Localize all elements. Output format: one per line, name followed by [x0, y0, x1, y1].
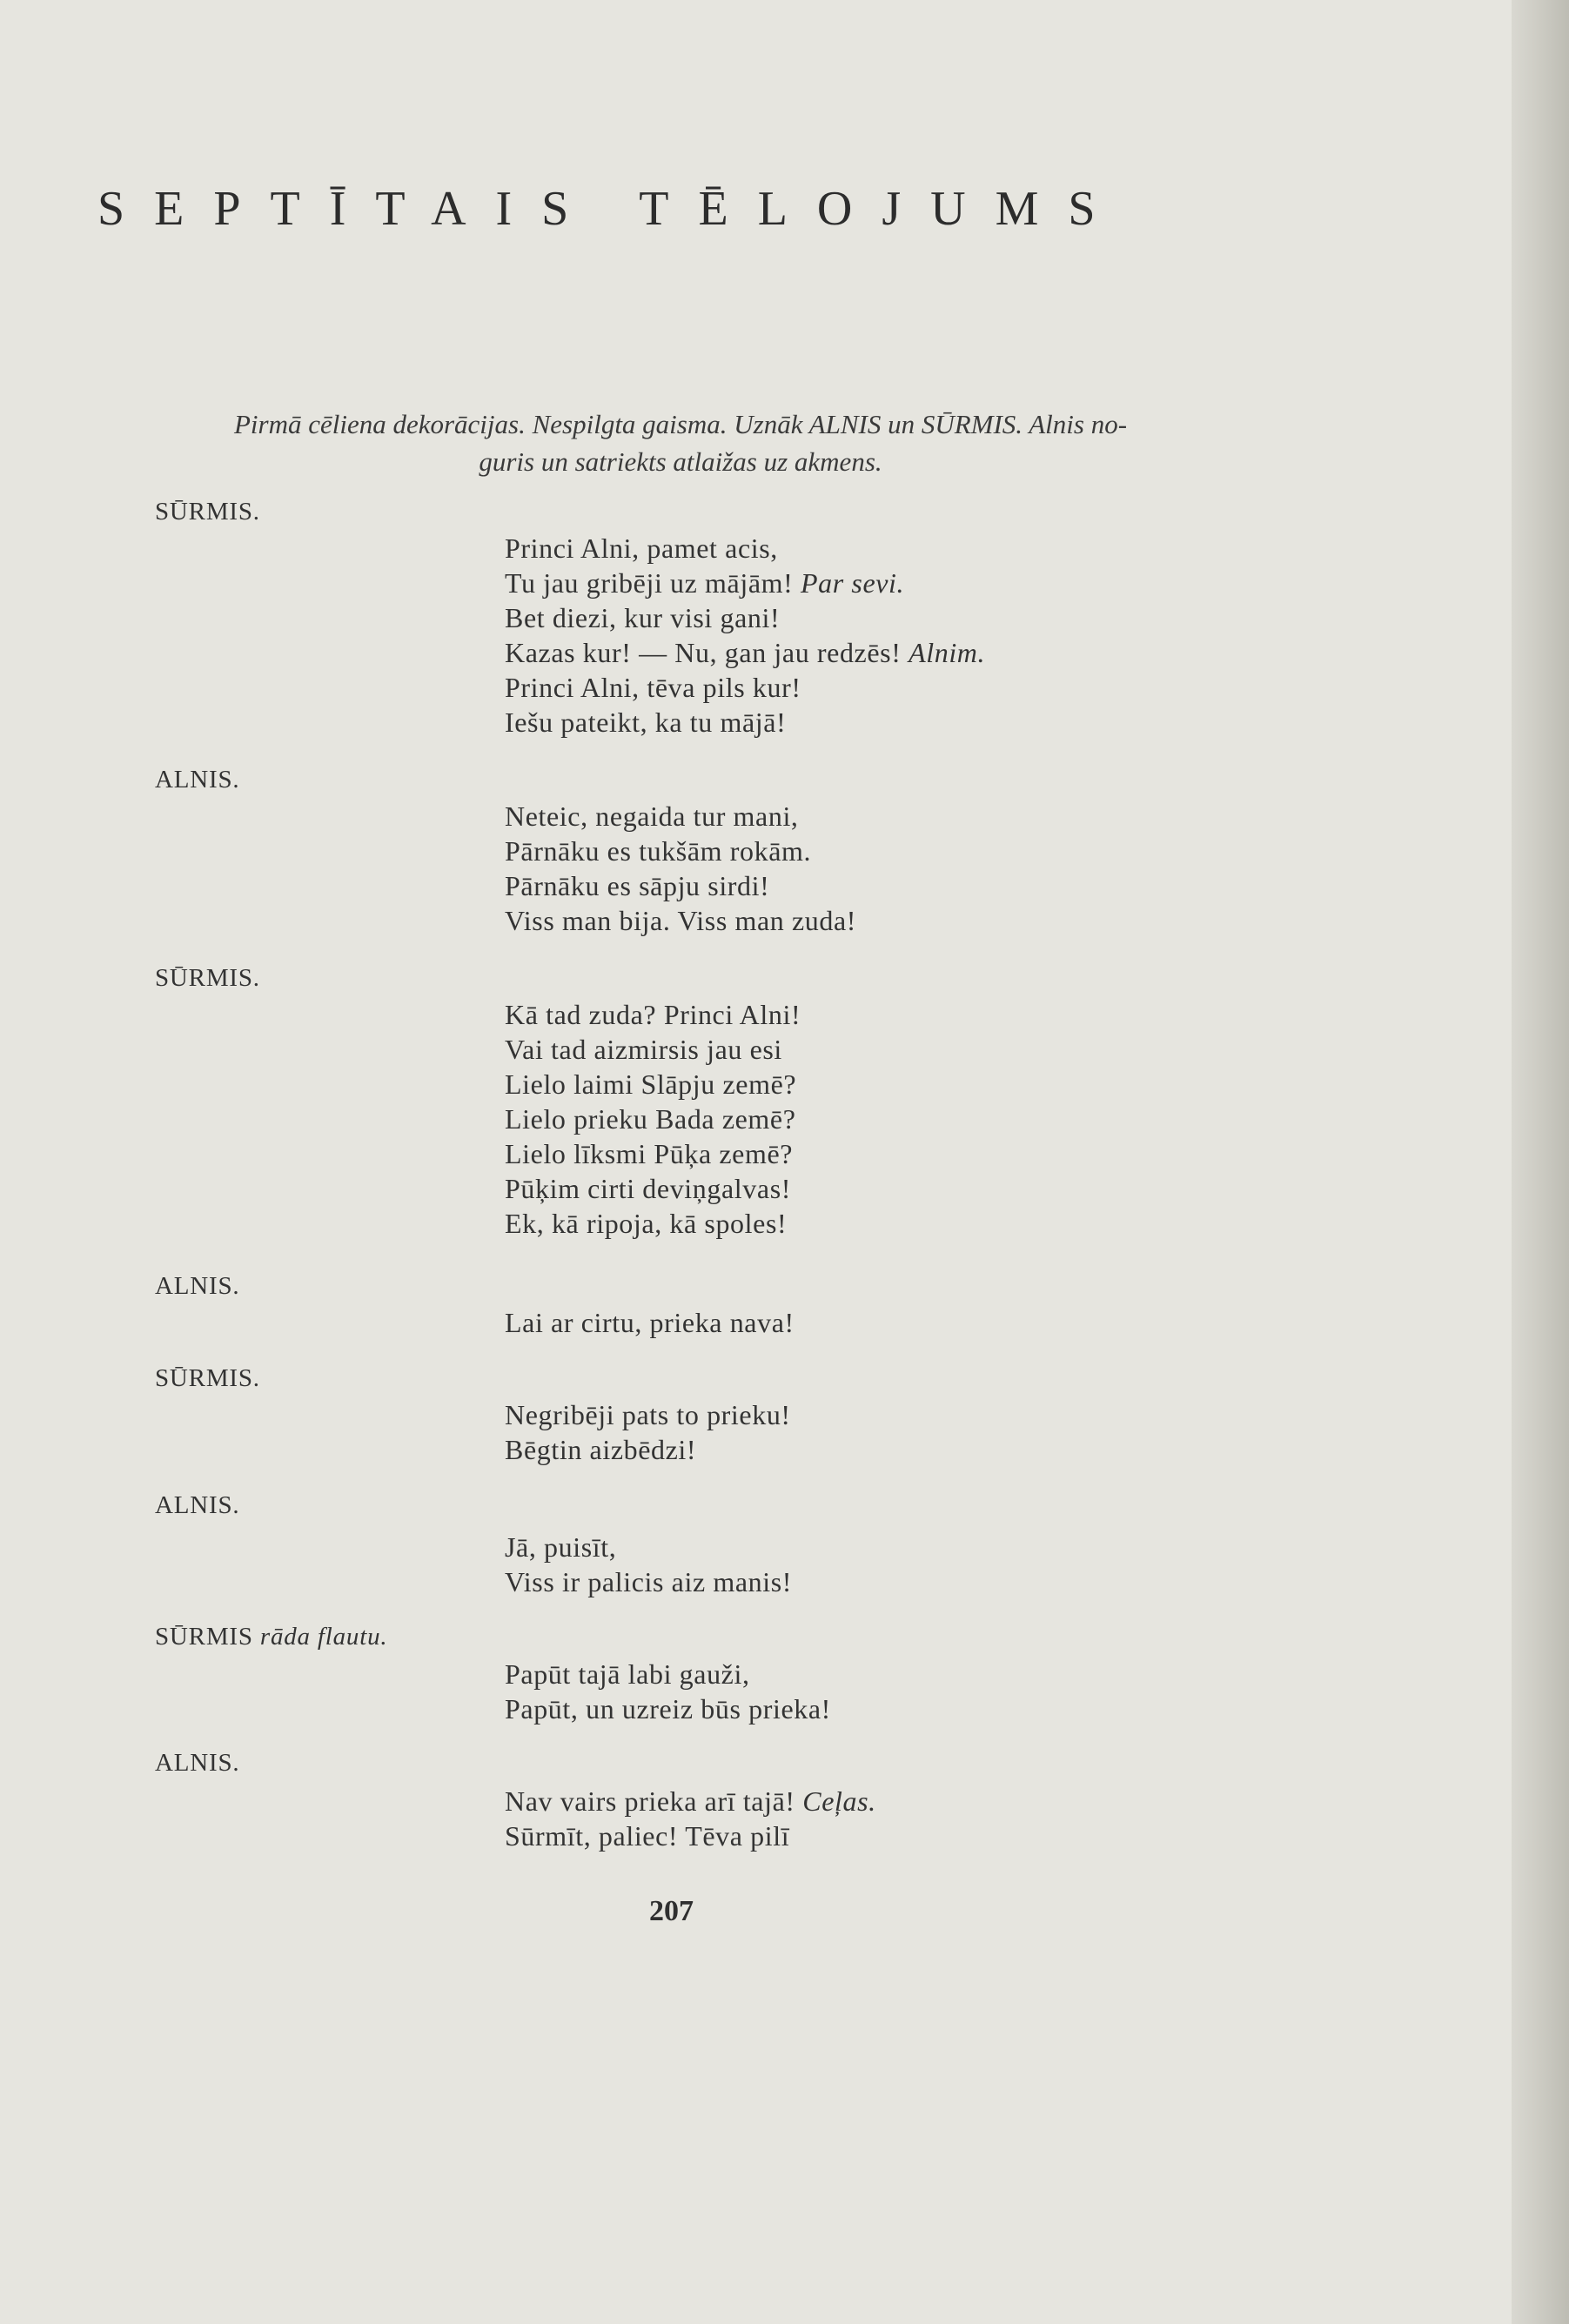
stage-direction-line: Pirmā cēliena dekorācijas. Nespilgta gaisma. Uznāk ALNIS un SŪRMIS. Alnis no-: [233, 409, 1128, 439]
verse-line: Pārnāku es sāpju sirdi!: [505, 870, 770, 901]
page-number: 207: [649, 1895, 694, 1927]
aside-direction: Ceļas.: [802, 1785, 876, 1817]
verse-line: Pārnāku es tukšām rokām.: [505, 835, 812, 867]
speaker-direction: rāda flautu.: [259, 1623, 388, 1651]
verse-line: Viss ir palicis aiz manis!: [505, 1566, 793, 1597]
speaker-label: SŪRMIS.: [155, 1364, 260, 1392]
verse-line: Jā, puisīt,: [505, 1531, 617, 1563]
speaker-label: ALNIS.: [155, 1749, 240, 1777]
verse-text: Nav vairs prieka arī tajā!: [505, 1785, 795, 1817]
aside-direction: Alnim.: [909, 637, 986, 668]
verse-line: Papūt, un uzreiz būs prieka!: [505, 1693, 831, 1725]
verse-line: Lielo prieku Bada zemē?: [505, 1103, 796, 1135]
verse-line: Pūķim cirti deviņgalvas!: [505, 1173, 792, 1204]
speaker-name: SŪRMIS: [155, 1623, 253, 1651]
speaker-label: SŪRMIS.: [155, 964, 260, 992]
verse-line: Papūt tajā labi gauži,: [505, 1658, 750, 1690]
verse-line: Vai tad aizmirsis jau esi: [505, 1034, 782, 1065]
aside-direction: Par sevi.: [801, 567, 905, 599]
verse-line: Princi Alni, pamet acis,: [505, 532, 778, 564]
speaker-label: ALNIS.: [155, 1491, 240, 1519]
verse-line: Iešu pateikt, ka tu mājā!: [505, 707, 787, 738]
verse-line: Kā tad zuda? Princi Alni!: [505, 999, 801, 1030]
speaker-label: [155, 1623, 387, 1651]
page-edge: [1512, 0, 1569, 2324]
verse-line: Sūrmīt, paliec! Tēva pilī: [505, 1820, 790, 1852]
verse-line: Negribēji pats to prieku!: [505, 1399, 791, 1430]
verse-line: Lielo līksmi Pūķa zemē?: [505, 1138, 794, 1169]
verse-line: Bēgtin aizbēdzi!: [505, 1434, 697, 1465]
verse-text: Tu jau gribēji uz mājām!: [505, 567, 794, 599]
verse-line: Neteic, negaida tur mani,: [505, 800, 799, 832]
speaker-label: ALNIS.: [155, 766, 240, 794]
speaker-label: ALNIS.: [155, 1272, 240, 1300]
verse-text: Kazas kur! — Nu, gan jau redzēs!: [505, 637, 902, 668]
verse-line: [505, 567, 904, 599]
verse-line: Lai ar cirtu, prieka nava!: [505, 1307, 795, 1338]
verse-line: Bet diezi, kur visi gani!: [505, 602, 781, 633]
verse-line: Lielo laimi Slāpju zemē?: [505, 1068, 797, 1100]
stage-direction-line: guris un satriekts atlaižas uz akmens.: [479, 446, 882, 477]
verse-line: [505, 1785, 876, 1818]
verse-line: Princi Alni, tēva pils kur!: [505, 672, 801, 703]
verse-line: Viss man bija. Viss man zuda!: [505, 905, 857, 936]
chapter-title: SEPTĪTAIS TĒLOJUMS: [97, 182, 1125, 236]
stage-direction: [97, 405, 1264, 480]
speaker-label: SŪRMIS.: [155, 498, 260, 526]
verse-line: Ek, kā ripoja, kā spoles!: [505, 1208, 788, 1239]
verse-line: [505, 637, 985, 669]
